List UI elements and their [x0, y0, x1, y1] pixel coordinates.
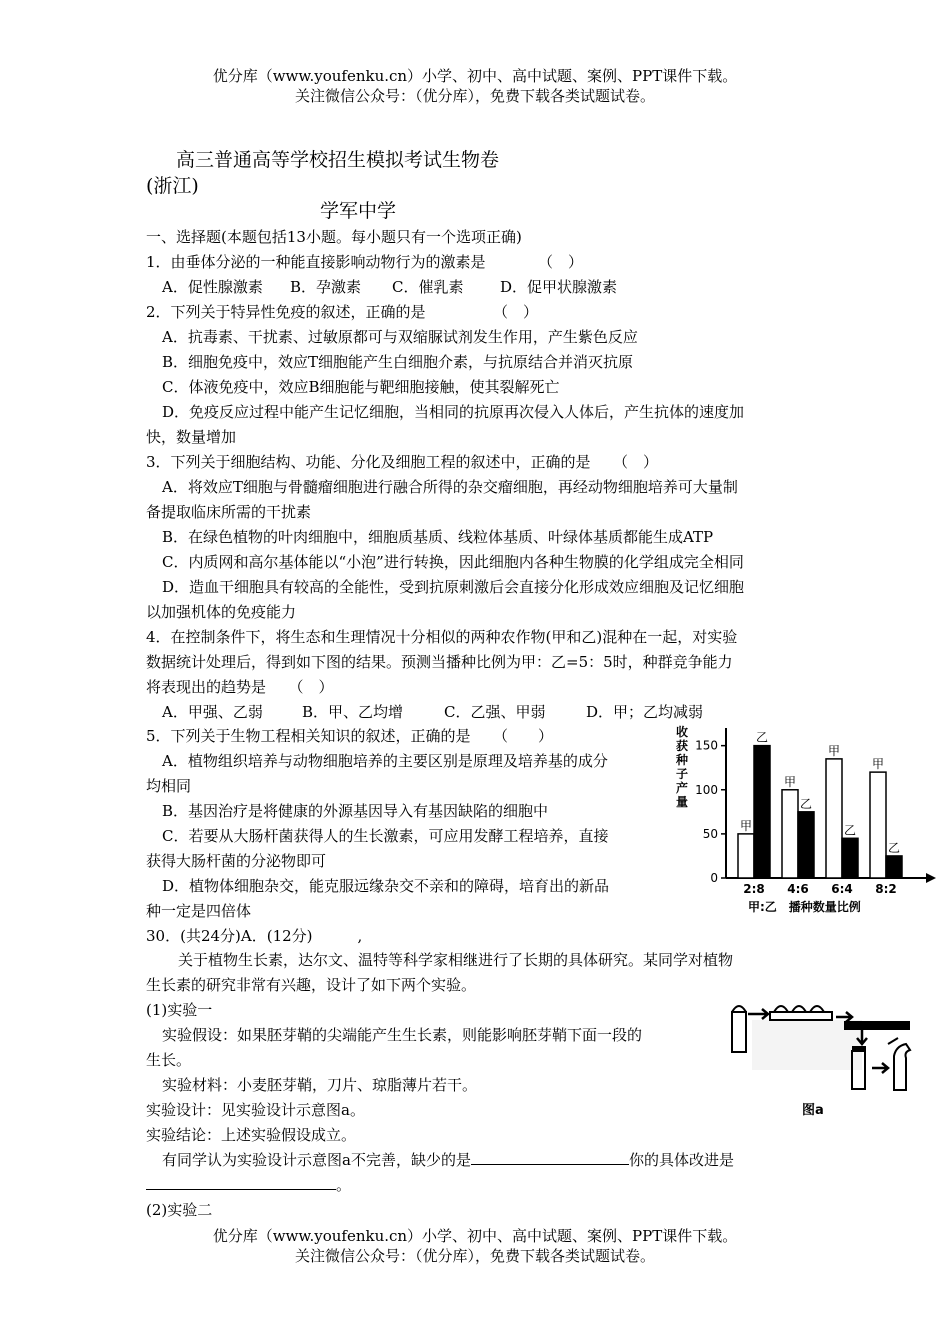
chart-bar-yi: [842, 838, 858, 878]
q5-option-a-line2: 均相同: [146, 777, 192, 795]
coleoptile-icon: [732, 1012, 746, 1052]
chart-bar-label: 甲: [827, 743, 841, 758]
chart-x-tick-label: 2:8: [743, 882, 765, 896]
arrow-icon: [748, 1009, 768, 1019]
q30-fill-question: [162, 1150, 734, 1170]
chart-y-label-char: 种: [676, 753, 689, 767]
q5-option-d-line1: D．植物体细胞杂交，能克服远缘杂交不亲和的障碍，培育出的新品: [162, 877, 610, 895]
chart-bar-yi: [754, 746, 770, 878]
small-arrow-icon: [888, 1038, 898, 1044]
q2-option-c: C．体液免疫中，效应B细胞能与靶细胞接触，使其裂解死亡: [162, 378, 560, 396]
q3-option-d-line2: 以加强机体的免疫能力: [146, 603, 297, 621]
q30-intro-line2: 生长素的研究非常有兴趣，设计了如下两个实验。: [146, 976, 477, 994]
chart-y-label-char: 子: [676, 767, 689, 781]
q5-option-a-line1: A．植物组织培养与动物细胞培养的主要区别是原理及培养基的成分: [162, 752, 608, 770]
q3-option-a-line2: 备提取临床所需的干扰素: [146, 503, 312, 521]
q5-option-c-line2: 获得大肠杆菌的分泌物即可: [146, 852, 327, 870]
q30-conclusion: 实验结论：上述实验假设成立。: [146, 1126, 357, 1144]
agar-block-icon: [770, 1012, 832, 1020]
chart-bar-label: 乙: [755, 730, 769, 745]
chart-bar-yi: [886, 856, 902, 878]
q2-stem: 2．下列关于特异性免疫的叙述，正确的是 （ ）: [146, 303, 539, 321]
q30-hypothesis-line2: 生长。: [146, 1051, 192, 1069]
site-header-line1: 优分库（www.youfenku.cn）小学、初中、高中试题、案例、PPT课件下载。: [212, 67, 738, 85]
chart-y-axis-label: [675, 724, 689, 809]
q4-option-b: B．甲、乙均增: [302, 703, 404, 721]
q3-option-c: C．内质网和高尔基体能以“小泡”进行转换，因此细胞内各种生物膜的化学组成完全相同: [162, 553, 744, 571]
q1-stem: 1．由垂体分泌的一种能直接影响动物行为的激素是 （ ）: [146, 253, 584, 271]
chart-x-axis-label: 甲:乙 播种数量比例: [748, 900, 861, 914]
chart-y-tick-label: 50: [702, 826, 718, 841]
chart-y-tick-label: 100: [695, 782, 718, 797]
chart-y-label-char: 收: [676, 725, 689, 739]
q5-option-b: B．基因治疗是将健康的外源基因导入有基因缺陷的细胞中: [162, 802, 549, 820]
site-footer-line1: 优分库（www.youfenku.cn）小学、初中、高中试题、案例、PPT课件下载。: [212, 1227, 738, 1245]
q30-question-end: 。: [336, 1176, 352, 1194]
q1-option-b: B．孕激素: [290, 278, 362, 296]
q30-hypothesis-line1: 实验假设：如果胚芽鞘的尖端能产生生长素，则能影响胚芽鞘下面一段的: [162, 1026, 643, 1044]
chart-x-tick-label: 8:2: [875, 882, 897, 896]
q2-option-b: B．细胞免疫中，效应T细胞能产生白细胞介素，与抗原结合并消灭抗原: [162, 353, 634, 371]
chart-bar-label: 甲: [783, 774, 797, 789]
q30-fill-line2: [146, 1175, 351, 1195]
agar-sheet-icon: [844, 1021, 910, 1030]
exam-title: 高三普通高等学校招生模拟考试生物卷: [176, 149, 500, 171]
q2-option-a: A．抗毒素、干扰素、过敏原都可与双缩脲试剂发生作用，产生紫色反应: [162, 328, 638, 346]
chart-y-tick-label: 150: [695, 738, 718, 753]
chart-x-tick-label: 4:6: [787, 882, 809, 896]
chart-y-label-char: 获: [676, 739, 689, 753]
chart-y-tick-label: 0: [710, 871, 718, 885]
chart-bar-jia: [870, 772, 886, 878]
q3-option-a-line1: A．将效应T细胞与骨髓瘤细胞进行融合所得的杂交瘤细胞，再经动物细胞培养可大量制: [162, 478, 738, 496]
q3-option-d-line1: D．造血干细胞具有较高的全能性，受到抗原刺激后会直接分化形成效应细胞及记忆细胞: [162, 578, 745, 596]
q4-option-c: C．乙强、甲弱: [444, 703, 546, 721]
q30-materials: 实验材料：小麦胚芽鞘，刀片、琼脂薄片若干。: [162, 1076, 478, 1094]
chart-bar-jia: [782, 790, 798, 878]
q4-option-d: D．甲；乙均减弱: [586, 703, 704, 721]
q30-experiment1-heading: (1)实验一: [146, 1001, 213, 1019]
q5-stem: 5．下列关于生物工程相关知识的叙述，正确的是 （ ）: [146, 727, 554, 745]
q2-option-d-line1: D．免疫反应过程中能产生记忆细胞，当相同的抗原再次侵入人体后，产生抗体的速度加: [162, 403, 745, 421]
site-header-line2: 关注微信公众号：（优分库），免费下载各类试题试卷。: [294, 87, 655, 105]
q4-option-a: A．甲强、乙弱: [162, 703, 263, 721]
q2-option-d-line2: 快，数量增加: [146, 428, 237, 446]
chart-bar-label: 乙: [843, 823, 857, 838]
site-footer-line2: 关注微信公众号：（优分库），免费下载各类试题试卷。: [294, 1247, 655, 1265]
exam-school: 学军中学: [320, 200, 397, 222]
q30-question-part2: 你的具体改进是: [628, 1151, 734, 1169]
q30-experiment2-heading: (2)实验二: [146, 1201, 213, 1219]
q4-stem-line1: 4．在控制条件下，将生态和生理情况十分相似的两种农作物(甲和乙)混种在一起，对实验: [146, 628, 738, 646]
q30-heading: 30．(共24分)A．(12分) ,: [146, 927, 363, 945]
chart-bar-jia: [738, 834, 754, 878]
chart-bar-label: 甲: [739, 818, 753, 833]
chart-x-tick-label: 6:4: [831, 882, 853, 896]
figure-a-label: 图a: [802, 1103, 824, 1118]
q1-option-c: C．催乳素: [392, 278, 464, 296]
q5-option-d-line2: 种一定是四倍体: [146, 902, 252, 920]
chart-bar-label: 乙: [887, 840, 901, 855]
answer-blank-improvement[interactable]: [146, 1175, 336, 1190]
chart-y-label-char: 量: [676, 795, 689, 809]
chart-x-axis-arrow: [926, 873, 936, 883]
q1-option-d: D．促甲状腺激素: [500, 278, 618, 296]
q30-design: 实验设计：见实验设计示意图a。: [146, 1101, 365, 1119]
q5-option-c-line1: C．若要从大肠杆菌获得人的生长激素，可应用发酵工程培养，直接: [162, 827, 609, 845]
bent-coleoptile-icon: [894, 1044, 910, 1090]
q1-option-a: A．促性腺激素: [162, 278, 263, 296]
q3-stem: 3．下列关于细胞结构、功能、分化及细胞工程的叙述中，正确的是 （ ）: [146, 453, 659, 471]
chart-y-label-char: 产: [676, 781, 689, 795]
q4-stem-line2: 数据统计处理后，得到如下图的结果。预测当播种比例为甲：乙=5：5时，种群竞争能力: [146, 653, 733, 671]
chart-bar-label: 甲: [871, 757, 885, 772]
section-heading: 一、选择题(本题包括13小题。每小题只有一个选项正确): [146, 228, 522, 246]
exam-region: (浙江): [146, 175, 199, 197]
yield-bar-chart: [668, 718, 940, 918]
chart-bar-yi: [798, 812, 814, 878]
q30-intro-line1: 关于植物生长素，达尔文、温特等科学家相继进行了长期的具体研究。某同学对植物: [178, 951, 734, 969]
arrow-icon-3: [872, 1063, 888, 1073]
chart-bar-jia: [826, 759, 842, 878]
answer-blank-missing[interactable]: [471, 1150, 629, 1165]
q30-question-part1: 有同学认为实验设计示意图a不完善，缺少的是: [162, 1151, 471, 1169]
q3-option-b: B．在绿色植物的叶肉细胞中，细胞质基质、线粒体基质、叶绿体基质都能生成ATP: [162, 528, 714, 546]
q4-stem-line3: 将表现出的趋势是 （ ）: [146, 678, 334, 696]
figure-a-diagram: [712, 990, 932, 1120]
chart-bar-label: 乙: [799, 796, 813, 811]
